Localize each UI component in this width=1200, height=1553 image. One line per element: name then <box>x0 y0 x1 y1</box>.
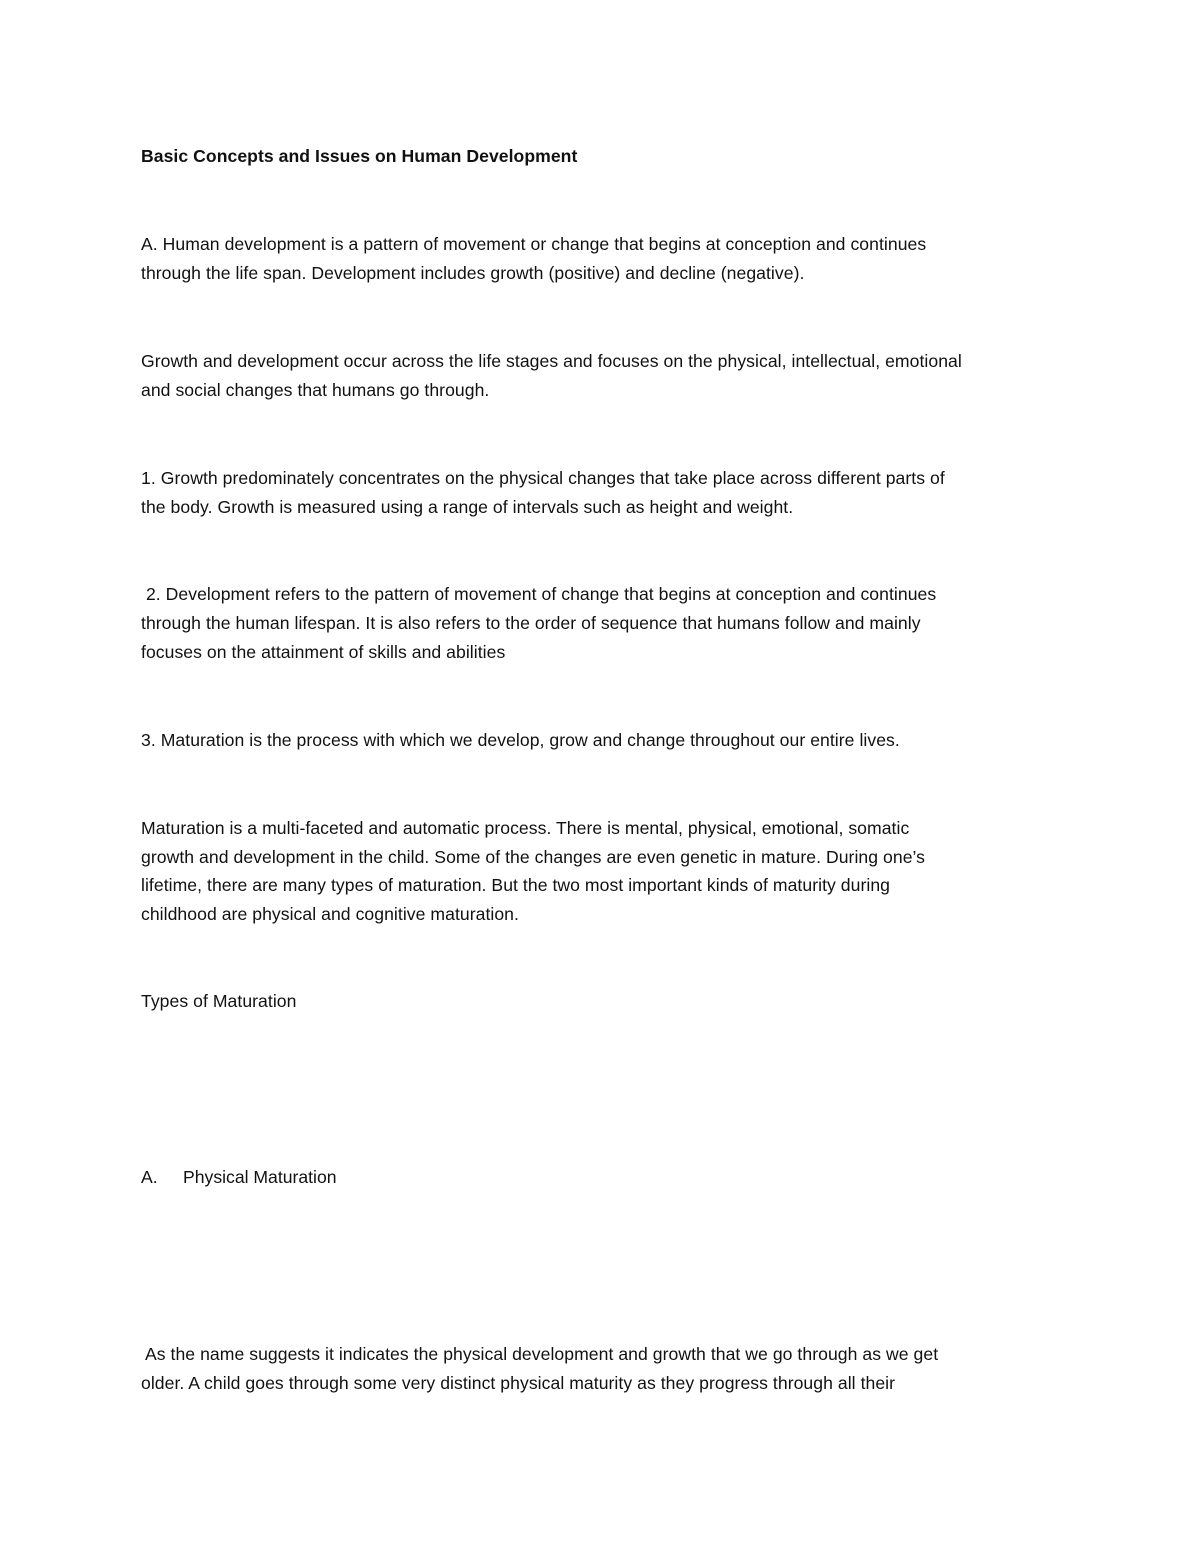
paragraph-line: lifetime, there are many types of maturation. But the two most important kinds of maturity during <box>141 875 891 895</box>
paragraph-line: through the human lifespan. It is also refers to the order of sequence that humans follow and mainly <box>141 613 921 633</box>
paragraph-line: 1. Growth predominately concentrates on the physical changes that take place across different parts of <box>141 468 945 488</box>
paragraph-line: 3. Maturation is the process with which we develop, grow and change throughout our entire lives. <box>141 730 900 750</box>
paragraph-line: and social changes that humans go through. <box>141 380 490 400</box>
list-marker: A. <box>141 1167 158 1187</box>
section-heading: Types of Maturation <box>141 991 297 1011</box>
paragraph-line: through the life span. Development includes growth (positive) and decline (negative). <box>141 263 805 283</box>
document-title: Basic Concepts and Issues on Human Development <box>141 146 578 166</box>
paragraph-line: Growth and development occur across the life stages and focuses on the physical, intellectual, emotional <box>141 351 962 371</box>
paragraph-line: As the name suggests it indicates the physical development and growth that we go through as we get <box>141 1344 939 1364</box>
paragraph-line: focuses on the attainment of skills and abilities <box>141 642 506 662</box>
paragraph-line: growth and development in the child. Some of the changes are even genetic in mature. During one’s <box>141 847 926 867</box>
paragraph-line: 2. Development refers to the pattern of movement of change that begins at conception and continues <box>141 584 937 604</box>
paragraph-line: older. A child goes through some very distinct physical maturity as they progress through all their <box>141 1373 896 1393</box>
paragraph-line: the body. Growth is measured using a range of intervals such as height and weight. <box>141 497 794 517</box>
list-item-heading: Physical Maturation <box>183 1167 337 1187</box>
paragraph-line: A. Human development is a pattern of movement or change that begins at conception and continues <box>141 234 927 254</box>
paragraph-line: Maturation is a multi-faceted and automatic process. There is mental, physical, emotional, somatic <box>141 818 910 838</box>
paragraph-line: childhood are physical and cognitive maturation. <box>141 904 519 924</box>
